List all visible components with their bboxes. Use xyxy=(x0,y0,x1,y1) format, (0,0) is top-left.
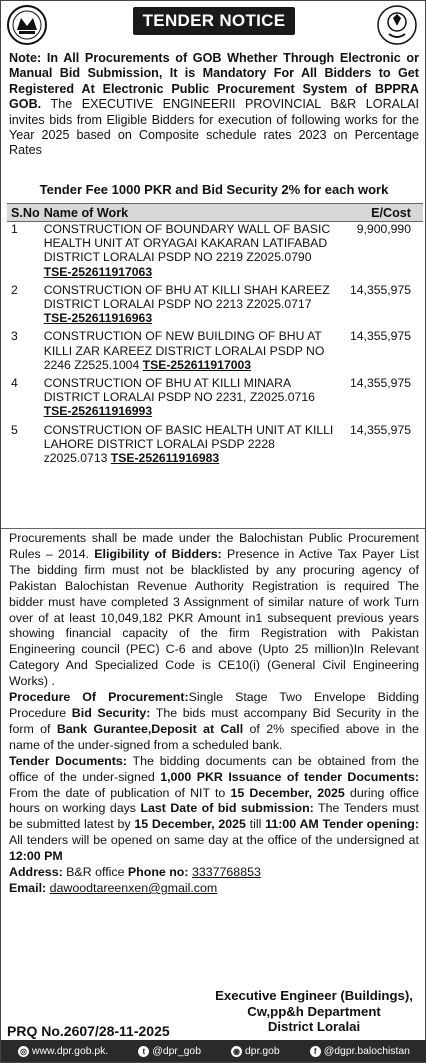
opening-time: 12:00 PM xyxy=(9,849,63,864)
row-sno: 3 xyxy=(11,329,18,344)
tse-number: TSE-252611916963 xyxy=(43,311,153,326)
header-estimated-cost: E/Cost xyxy=(334,204,423,222)
last-date-value: 15 December, 2025 xyxy=(134,817,246,832)
facebook-text: @dgpr.balochistan xyxy=(323,1045,410,1057)
row-work-name xyxy=(40,329,334,376)
prq-number: PRQ No.2607/28-11-2025 xyxy=(7,1023,170,1039)
tender-documents-fee: 1,000 PKR Issuance of tender Documents: xyxy=(160,769,419,784)
signature-department: Cw,pp&h Department xyxy=(247,1003,381,1019)
row-cost: 14,355,975 xyxy=(350,282,411,297)
twitter-icon: t xyxy=(138,1046,149,1057)
last-date-label: Last Date of bid submission: xyxy=(140,801,314,816)
opening-label: 11:00 AM Tender opening: xyxy=(265,817,419,832)
email-label: Email: xyxy=(9,880,47,895)
tender-documents-text-3: during office hours on working days xyxy=(9,785,419,816)
work-description: CONSTRUCTION OF BASIC HEALTH UNIT AT KILLI LAHORE DISTRICT LORALAI PSDP 2228 z2025.0713 xyxy=(43,422,334,466)
twitter-text: @dpr_gob xyxy=(152,1045,201,1057)
signature-district: District Loralai xyxy=(267,1019,361,1034)
bid-security-form: Bank Gurantee,Deposit at Call xyxy=(56,721,244,736)
facebook-icon: f xyxy=(310,1046,321,1057)
row-cost: 14,355,975 xyxy=(350,422,411,437)
phone-number[interactable]: 3337768853 xyxy=(191,865,261,880)
last-date-text-2: till xyxy=(245,817,266,832)
table-header-row xyxy=(7,204,423,222)
header-sno: S.No xyxy=(7,204,40,222)
work-description: CONSTRUCTION OF BHU AT KILLI MINARA DISTRICT LORALAI PSDP NO 2231, Z2025.0716 xyxy=(43,376,315,405)
tse-number: TSE-252611916983 xyxy=(110,451,220,466)
email-address[interactable]: dawoodtareenxen@gmail.com xyxy=(49,880,218,895)
department-emblem-logo-right xyxy=(373,4,421,46)
tender-documents-label: Tender Documents: xyxy=(9,753,127,768)
tender-documents-text: The bidding documents can be obtained from the office of the under-signed xyxy=(9,753,420,784)
website-link[interactable] xyxy=(18,1046,108,1057)
row-cost: 9,900,990 xyxy=(356,222,411,236)
section-divider xyxy=(1,528,426,529)
last-date-text: The Tenders must be submitted latest by xyxy=(9,801,419,832)
tender-fee-line: Tender Fee 1000 PKR and Bid Security 2% for each work xyxy=(39,182,389,197)
signature-block xyxy=(209,988,419,1035)
instagram-link[interactable] xyxy=(231,1046,280,1057)
table-row xyxy=(7,423,423,470)
tse-number: TSE-252611917003 xyxy=(142,357,252,372)
page-title: TENDER NOTICE xyxy=(133,7,295,35)
twitter-link[interactable] xyxy=(138,1046,201,1057)
eligibility-text: Presence in Active Tax Payer List The bidding firm must not be blacklisted by any procuring agency of Pakistan Balochistan Revenue Authority Registration is required The bidder must have completed 3 Assignment of similar nature of work Turn over of at least 10,049,182 PKR Amount in1 subsequent previous years showing financial capacity of the firm Registration with Pakistan Engineering council (PEC) C-6 and above (Upto 25 million)In Relevant Category And Specialized Code is CE10(i) (General Civil Engineering Works) . xyxy=(9,546,419,689)
works-table xyxy=(7,203,423,469)
address-text: B&R office xyxy=(62,865,128,880)
opening-text: All tenders will be opened on same day at the office of the undersigned at xyxy=(9,833,419,848)
tender-documents-date: 15 December, 2025 xyxy=(230,785,345,800)
row-work-name xyxy=(40,222,334,283)
table-row xyxy=(7,222,423,283)
row-work-name xyxy=(40,283,334,330)
intro-text: The EXECUTIVE ENGINEERII PROVINCIAL B&R LORALAI invites bids from Eligible Bidders for execution of following works for the Year 2025 based on Composite schedule rates 2023 on Percentage Rates xyxy=(9,97,419,158)
registration-note: Note: In All Procurements of GOB Whether Through Electronic or Manual Bid Submission, It is Mandatory For All Bidders to Get Registered At Electronic Public Procurement System of BPPRA GOB. xyxy=(9,51,419,112)
bid-security-text: The bids must accompany Bid Security in the form of xyxy=(9,705,419,736)
phone-label: Phone no: xyxy=(127,865,189,880)
row-sno: 1 xyxy=(11,222,18,236)
signature-title: Executive Engineer (Buildings), xyxy=(215,988,413,1003)
table-row xyxy=(7,329,423,376)
row-work-name xyxy=(40,423,334,470)
bid-security-label: Bid Security: xyxy=(71,705,151,720)
row-work-name xyxy=(40,376,334,423)
header xyxy=(1,1,425,49)
globe-icon: ◎ xyxy=(18,1046,29,1057)
table-row xyxy=(7,283,423,330)
procedure-label: Procedure Of Procurement: xyxy=(9,690,189,705)
procurement-rules-text: Procurements shall be made under the Balochistan Public Procurement Rules – 2014. xyxy=(9,531,419,561)
work-description: CONSTRUCTION OF BHU AT KILLI SHAH KAREEZ DISTRICT LORALAI PSDP NO 2213 Z2025.0717 xyxy=(43,282,330,312)
bid-security-text-2: of 2% specified above in the name of the under-signed from a scheduled bank. xyxy=(9,721,420,752)
table-row xyxy=(7,376,423,423)
row-sno: 4 xyxy=(11,376,18,391)
instagram-icon: ◉ xyxy=(231,1046,242,1057)
work-description: CONSTRUCTION OF NEW BUILDING OF BHU AT KILLI ZAR KAREEZ DISTRICT LORALAI PSDP NO 2246 Z2525.1004 xyxy=(43,329,325,372)
website-text: www.dpr.gob.pk. xyxy=(32,1045,109,1057)
tender-documents-text-2: From the date of publication of NIT to xyxy=(9,785,231,800)
row-cost: 14,355,975 xyxy=(350,329,411,344)
eligibility-label: Eligibility of Bidders: xyxy=(94,546,222,561)
social-footer-bar xyxy=(1,1040,426,1062)
intro-paragraph xyxy=(9,51,419,159)
row-sno: 5 xyxy=(11,422,18,437)
work-description: CONSTRUCTION OF BOUNDARY WALL OF BASIC HEALTH UNIT AT ORYAGAI KAKARAN LATIFABAD DISTRICT LORALAI PSDP NO 2219 Z2025.0790 xyxy=(43,222,331,265)
procedure-text: Single Stage Two Envelope Bidding Procedure xyxy=(9,690,419,720)
tse-number: TSE-252611916993 xyxy=(43,404,153,419)
tse-number: TSE-252611917063 xyxy=(43,264,153,279)
terms-body xyxy=(9,531,419,897)
facebook-link[interactable] xyxy=(310,1046,410,1057)
row-cost: 14,355,975 xyxy=(350,376,411,391)
government-seal-logo-left xyxy=(5,4,49,46)
header-name-of-work: Name of Work xyxy=(40,204,334,222)
instagram-text: dpr.gob xyxy=(245,1045,280,1057)
address-label: Address: xyxy=(9,865,63,880)
row-sno: 2 xyxy=(11,282,18,297)
